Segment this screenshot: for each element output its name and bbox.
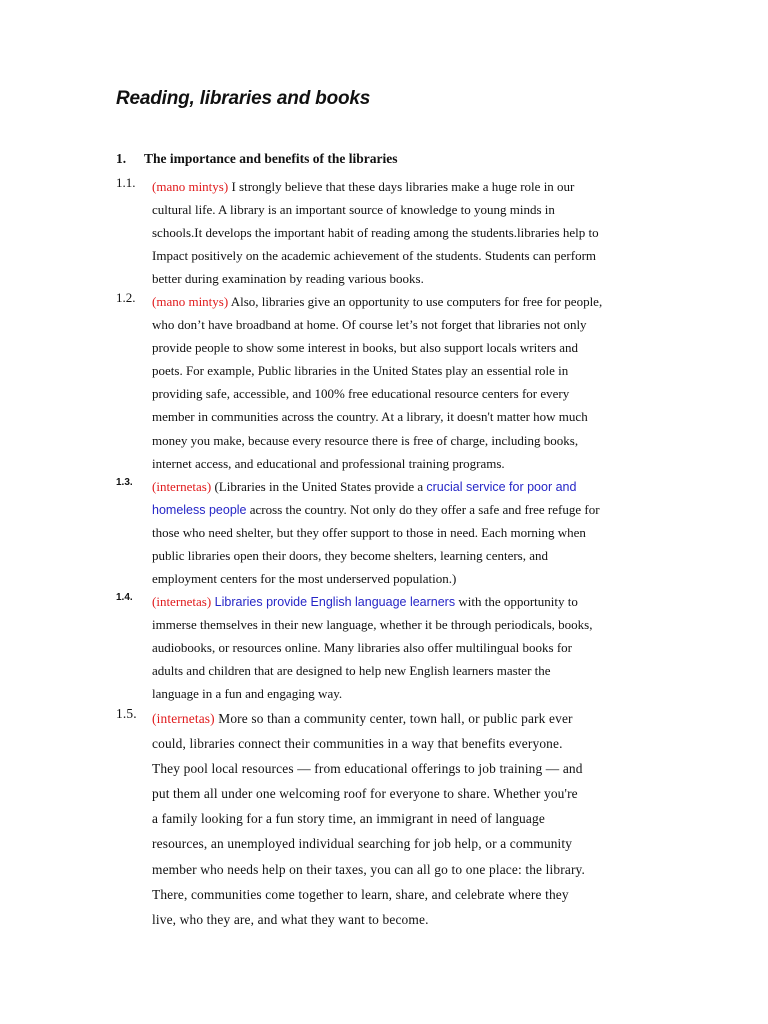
paragraph-line: who don’t have broadband at home. Of course let’s not forget that libraries not only bbox=[152, 317, 587, 333]
highlighted-text: crucial service for poor and bbox=[426, 480, 577, 494]
paragraph-number: 1.2. bbox=[116, 290, 136, 305]
paragraph-line: member in communities across the country. At a library, it doesn't matter how much bbox=[152, 409, 588, 425]
paragraph-1-4 bbox=[116, 590, 657, 705]
highlighted-text: homeless people bbox=[152, 503, 247, 518]
paragraph-line: could, libraries connect their communities in a way that benefits everyone. bbox=[152, 736, 563, 752]
section-heading-text: The importance and benefits of the libraries bbox=[144, 151, 398, 166]
line-text: with the opportunity to bbox=[455, 594, 578, 609]
paragraph-line: internet access, and educational and professional training programs. bbox=[152, 455, 505, 471]
paragraph-number: 1.1. bbox=[116, 175, 136, 190]
paragraph-1-2 bbox=[116, 290, 657, 475]
paragraph-line: public libraries open their doors, they become shelters, learning centers, and bbox=[152, 548, 549, 564]
paragraph-line: resources, an unemployed individual searching for job help, or a community bbox=[152, 836, 573, 852]
line-text: across the country. Not only do they offer a safe and free refuge for bbox=[246, 502, 600, 518]
paragraph-line: employment centers for the most underserved population.) bbox=[152, 571, 457, 587]
section-heading bbox=[116, 151, 397, 167]
paragraph-line: member who needs help on their taxes, you can all go to one place: the library. bbox=[152, 861, 586, 877]
source-tag: (internetas) bbox=[152, 594, 212, 609]
paragraph-line: providing safe, accessible, and 100% free educational resource centers for every bbox=[152, 386, 570, 402]
paragraph-line: those who need shelter, but they offer support to those in need. Each morning when bbox=[152, 525, 586, 541]
paragraph-1-1 bbox=[116, 175, 657, 290]
document-title: Reading, libraries and books bbox=[116, 88, 371, 109]
paragraph-line: poets. For example, Public libraries in the United States play an essential role in bbox=[152, 363, 569, 379]
paragraph-number: 1.4. bbox=[116, 592, 133, 603]
section-number: 1. bbox=[116, 151, 127, 166]
line-text: More so than a community center, town hall, or public park ever bbox=[214, 711, 573, 726]
paragraph-line bbox=[152, 590, 657, 613]
paragraph-line: They pool local resources — from educational offerings to job training — and bbox=[152, 761, 583, 777]
paragraph-line: provide people to show some interest in books, but also support locals writers and bbox=[152, 340, 579, 356]
paragraph-line: schools.It develops the important habit of reading among the students.libraries help to bbox=[152, 225, 599, 241]
paragraph-1-5 bbox=[116, 706, 657, 932]
paragraph-line bbox=[152, 290, 657, 313]
line-text: I strongly believe that these days libraries make a huge role in our bbox=[228, 179, 575, 194]
paragraph-1-3 bbox=[116, 475, 657, 590]
paragraph-line: put them all under one welcoming roof for everyone to share. Whether you're bbox=[152, 786, 578, 802]
paragraph-line: money you make, because every resource there is free of charge, including books, bbox=[152, 432, 579, 448]
paragraph-line: live, who they are, and what they want to become. bbox=[152, 911, 429, 927]
paragraph-line: cultural life. A library is an important source of knowledge to young minds in bbox=[152, 202, 555, 218]
source-tag: (internetas) bbox=[152, 479, 212, 494]
paragraph-line bbox=[152, 498, 657, 521]
paragraph-line: audiobooks, or resources online. Many libraries also offer multilingual books for bbox=[152, 640, 573, 656]
paragraph-line bbox=[152, 175, 657, 198]
paragraph-number: 1.3. bbox=[116, 477, 133, 488]
paragraph-line: better during examination by reading various books. bbox=[152, 271, 424, 287]
paragraph-line: a family looking for a fun story time, an immigrant in need of language bbox=[152, 811, 545, 827]
highlighted-text: Libraries provide English language learners bbox=[211, 595, 456, 609]
line-text: (Libraries in the United States provide a bbox=[211, 479, 427, 494]
source-tag: (mano mintys) bbox=[152, 179, 229, 194]
paragraph-line: language in a fun and engaging way. bbox=[152, 686, 343, 702]
paragraph-number: 1.5. bbox=[116, 706, 137, 721]
paragraph-line: adults and children that are designed to help new English learners master the bbox=[152, 663, 551, 679]
paragraph-line bbox=[152, 475, 657, 498]
source-tag: (internetas) bbox=[152, 711, 215, 726]
paragraph-line: immerse themselves in their new language, whether it be through periodicals, books, bbox=[152, 617, 593, 633]
source-tag: (mano mintys) bbox=[152, 294, 229, 309]
paragraph-line bbox=[152, 706, 657, 731]
line-text: Also, libraries give an opportunity to use computers for free for people, bbox=[228, 294, 603, 309]
paragraph-line: There, communities come together to learn, share, and celebrate where they bbox=[152, 886, 569, 902]
paragraph-line: Impact positively on the academic achievement of the students. Students can perform bbox=[152, 248, 597, 264]
